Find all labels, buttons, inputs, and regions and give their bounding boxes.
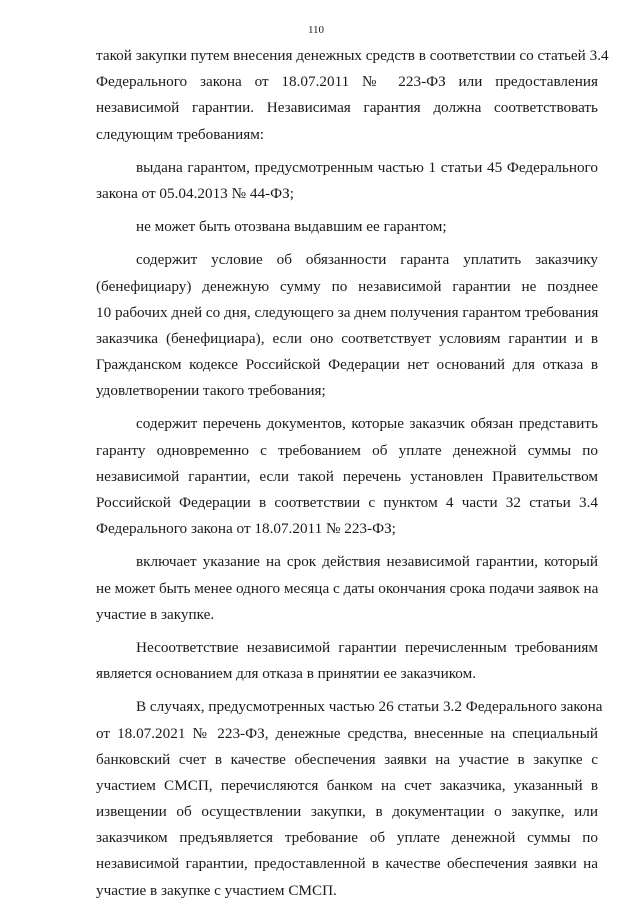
text-line: заказчиком предъявляется требование об уплате денежной суммы по [96, 829, 598, 847]
text-line: участие в закупке с участием СМСП. [96, 881, 337, 899]
page-number: 110 [307, 24, 325, 36]
text-line: независимой гарантии, предоставленной в качестве обеспечения заявки на [96, 855, 598, 873]
text-line: Федерального закона от 18.07.2011 № 223-ФЗ или предоставления [96, 73, 598, 91]
text-line: 10 рабочих дней со дня, следующего за днем получения гарантом требования [96, 303, 599, 321]
text-line: Гражданском кодексе Российской Федерации нет оснований для отказа в [96, 356, 598, 374]
text-line: не может быть отозвана выдавшим ее гарантом; [136, 218, 447, 236]
document-body [96, 43, 609, 904]
text-line: выдана гарантом, предусмотренным частью 1 статьи 45 Федерального [136, 158, 598, 176]
text-line: независимой гарантии, если такой перечень установлен Правительством [96, 467, 598, 485]
text-line: является основанием для отказа в принятии ее заказчиком. [96, 665, 477, 683]
text-line: следующим требованиям: [96, 125, 265, 143]
paragraph [96, 155, 598, 207]
paragraph [96, 635, 598, 687]
paragraph [96, 43, 609, 148]
text-line: независимой гарантии. Независимая гарантия должна соответствовать [96, 99, 598, 117]
text-line: гаранту одновременно с требованием об уплате денежной суммы по [96, 441, 598, 459]
text-line: содержит условие об обязанности гаранта уплатить заказчику [136, 251, 598, 269]
paragraph [96, 247, 598, 404]
text-line: извещении об осуществлении закупки, в документации о закупке, или [96, 803, 598, 821]
text-line: участием СМСП, перечисляются банком на счет заказчика, указанный в [96, 776, 598, 794]
text-line: В случаях, предусмотренных частью 26 статьи 3.2 Федерального закона [136, 698, 603, 716]
text-line: (бенефициару) денежную сумму по независимой гарантии не позднее [96, 277, 598, 295]
paragraph [96, 214, 598, 240]
text-line: закона от 05.04.2013 № 44-ФЗ; [96, 184, 294, 202]
text-line: Федерального закона от 18.07.2011 № 223-ФЗ; [96, 520, 396, 538]
text-line: заказчика (бенефициара), если оно соответствует условиям гарантии и в [96, 329, 598, 347]
text-line: удовлетворении такого требования; [96, 382, 326, 400]
text-line: не может быть менее одного месяца с даты окончания срока подачи заявок на [96, 579, 599, 597]
paragraph [96, 549, 598, 628]
text-line: включает указание на срок действия независимой гарантии, который [136, 553, 598, 571]
text-line: от 18.07.2021 № 223-ФЗ, денежные средства, внесенные на специальный [96, 724, 598, 742]
text-line: такой закупки путем внесения денежных средств в соответствии со статьей 3.4 [96, 47, 609, 64]
text-line: Несоответствие независимой гарантии перечисленным требованиям [136, 638, 598, 656]
text-line: Российской Федерации в соответствии с пунктом 4 части 32 статьи 3.4 [96, 494, 598, 511]
text-line: банковский счет в качестве обеспечения заявки на участие в закупке с [96, 750, 598, 768]
text-line: участие в закупке. [96, 605, 215, 623]
paragraph [96, 411, 598, 542]
text-line: содержит перечень документов, которые заказчик обязан представить [136, 415, 598, 433]
paragraph [96, 694, 603, 904]
